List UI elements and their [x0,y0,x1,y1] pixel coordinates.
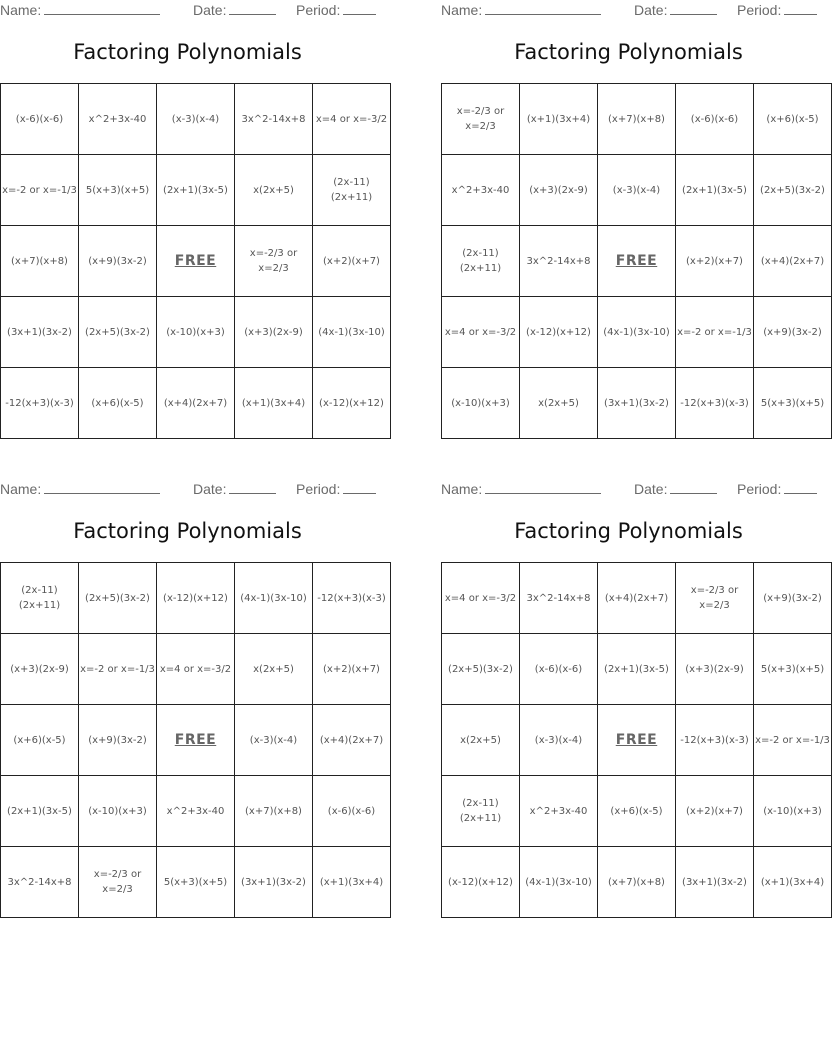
grid-cell: (x+1)(3x+4) [520,84,598,155]
grid-cell: (x+6)(x-5) [598,776,676,847]
grid-row [1,563,391,634]
date-label: Date: [193,2,227,18]
grid-cell: (x+1)(3x+4) [313,847,391,918]
student-info-header [0,481,375,499]
grid-cell: (2x+1)(3x-5) [1,776,79,847]
grid-row [442,563,832,634]
card-title: Factoring Polynomials [73,40,302,64]
name-label: Name: [0,2,42,18]
grid-cell: (x-6)(x-6) [676,84,754,155]
grid-cell: (2x+1)(3x-5) [676,155,754,226]
card-title: Factoring Polynomials [514,40,743,64]
date-field [193,2,276,18]
grid-row [442,847,832,918]
grid-cell: (x-6)(x-6) [520,634,598,705]
student-info-header [0,2,375,20]
grid-cell: (x+1)(3x+4) [754,847,832,918]
grid-cell: (2x-11)(2x+11) [442,226,520,297]
grid-cell: (2x+1)(3x-5) [598,634,676,705]
grid-cell: (x-6)(x-6) [313,776,391,847]
grid-cell: x=4 or x=-3/2 [442,563,520,634]
free-space-cell: FREE [598,226,676,297]
grid-cell: (x-3)(x-4) [520,705,598,776]
grid-cell: x=4 or x=-3/2 [313,84,391,155]
period-field [737,2,817,18]
grid-cell: (2x+5)(3x-2) [754,155,832,226]
grid-cell: x^2+3x-40 [520,776,598,847]
card-title: Factoring Polynomials [514,519,743,543]
grid-cell: (x+3)(2x-9) [235,297,313,368]
grid-cell: 5(x+3)(x+5) [754,368,832,439]
grid-cell: (2x-11)(2x+11) [313,155,391,226]
date-field [634,481,717,497]
grid-cell: 5(x+3)(x+5) [79,155,157,226]
grid-cell: (x-3)(x-4) [157,84,235,155]
name-field [0,2,160,18]
grid-cell: (x+6)(x-5) [1,705,79,776]
grid-cell: (3x+1)(3x-2) [235,847,313,918]
grid-cell: x^2+3x-40 [157,776,235,847]
grid-row [1,226,391,297]
grid-cell: (x+4)(2x+7) [598,563,676,634]
grid-cell: x(2x+5) [442,705,520,776]
grid-cell: 3x^2-14x+8 [520,226,598,297]
grid-cell: x=-2 or x=-1/3 [79,634,157,705]
date-blank-line [670,3,717,15]
grid-cell: (4x-1)(3x-10) [313,297,391,368]
grid-cell: (x-10)(x+3) [79,776,157,847]
grid-row [1,84,391,155]
grid-cell: (4x-1)(3x-10) [520,847,598,918]
name-field [0,481,160,497]
grid-cell: (x+4)(2x+7) [313,705,391,776]
student-info-header [441,2,816,20]
grid-row [1,847,391,918]
grid-cell: (x-10)(x+3) [442,368,520,439]
date-blank-line [670,482,717,494]
grid-cell: 5(x+3)(x+5) [754,634,832,705]
grid-cell: (x+2)(x+7) [313,634,391,705]
bingo-grid [0,562,391,918]
grid-row [1,155,391,226]
grid-cell: (x+4)(2x+7) [157,368,235,439]
grid-cell: (x+3)(2x-9) [1,634,79,705]
period-blank-line [784,3,817,15]
grid-cell: (x-12)(x+12) [157,563,235,634]
grid-cell: (2x-11)(2x+11) [1,563,79,634]
free-space-cell: FREE [157,226,235,297]
grid-cell: (x+3)(2x-9) [520,155,598,226]
grid-cell: (4x-1)(3x-10) [235,563,313,634]
grid-cell: (4x-1)(3x-10) [598,297,676,368]
grid-cell: (x-12)(x+12) [442,847,520,918]
date-blank-line [229,3,276,15]
period-blank-line [343,3,376,15]
grid-cell: x=-2/3 or x=2/3 [676,563,754,634]
grid-cell: -12(x+3)(x-3) [676,705,754,776]
date-label: Date: [193,481,227,497]
grid-cell: (x+7)(x+8) [235,776,313,847]
period-label: Period: [737,481,782,497]
date-field [193,481,276,497]
grid-cell: (3x+1)(3x-2) [676,847,754,918]
bingo-grid [441,83,832,439]
grid-cell: (x+3)(2x-9) [676,634,754,705]
name-blank-line [44,3,160,15]
grid-cell: x=-2 or x=-1/3 [754,705,832,776]
grid-cell: x=-2/3 or x=2/3 [442,84,520,155]
grid-cell: x=-2/3 or x=2/3 [79,847,157,918]
grid-cell: (x+9)(3x-2) [754,563,832,634]
grid-cell: -12(x+3)(x-3) [676,368,754,439]
grid-cell: (x+9)(3x-2) [79,226,157,297]
grid-cell: 3x^2-14x+8 [1,847,79,918]
grid-cell: (3x+1)(3x-2) [1,297,79,368]
grid-row [442,634,832,705]
grid-cell: (x+7)(x+8) [598,847,676,918]
grid-cell: x(2x+5) [520,368,598,439]
grid-row [1,705,391,776]
grid-cell: (x+6)(x-5) [754,84,832,155]
grid-cell: (2x+5)(3x-2) [79,563,157,634]
free-space-cell: FREE [157,705,235,776]
grid-cell: x^2+3x-40 [79,84,157,155]
grid-row [1,776,391,847]
grid-row [442,297,832,368]
name-label: Name: [0,481,42,497]
grid-cell: (x+6)(x-5) [79,368,157,439]
period-label: Period: [737,2,782,18]
name-blank-line [485,3,601,15]
grid-cell: (2x+1)(3x-5) [157,155,235,226]
date-label: Date: [634,2,668,18]
grid-cell: x(2x+5) [235,634,313,705]
bingo-grid [441,562,832,918]
grid-cell: 3x^2-14x+8 [235,84,313,155]
student-info-header [441,481,816,499]
grid-row [442,776,832,847]
name-field [441,481,601,497]
name-field [441,2,601,18]
grid-cell: (x+2)(x+7) [676,226,754,297]
grid-row [442,155,832,226]
grid-cell: (x-10)(x+3) [157,297,235,368]
period-label: Period: [296,2,341,18]
grid-cell: (x+9)(3x-2) [754,297,832,368]
grid-row [442,226,832,297]
grid-cell: -12(x+3)(x-3) [1,368,79,439]
grid-cell: x(2x+5) [235,155,313,226]
grid-cell: x=-2 or x=-1/3 [1,155,79,226]
period-field [296,2,376,18]
grid-cell: -12(x+3)(x-3) [313,563,391,634]
bingo-grid [0,83,391,439]
period-field [296,481,376,497]
grid-row [442,705,832,776]
grid-cell: (x+9)(3x-2) [79,705,157,776]
grid-cell: (x-12)(x+12) [313,368,391,439]
name-blank-line [44,482,160,494]
name-blank-line [485,482,601,494]
free-space-cell: FREE [598,705,676,776]
grid-cell: (x+7)(x+8) [598,84,676,155]
grid-cell: (x+7)(x+8) [1,226,79,297]
period-label: Period: [296,481,341,497]
grid-cell: (x+4)(2x+7) [754,226,832,297]
period-blank-line [784,482,817,494]
grid-cell: (x-10)(x+3) [754,776,832,847]
name-label: Name: [441,2,483,18]
period-blank-line [343,482,376,494]
date-field [634,2,717,18]
period-field [737,481,817,497]
grid-cell: (3x+1)(3x-2) [598,368,676,439]
grid-cell: (x-12)(x+12) [520,297,598,368]
grid-cell: (x+1)(3x+4) [235,368,313,439]
date-blank-line [229,482,276,494]
grid-cell: x=4 or x=-3/2 [157,634,235,705]
grid-cell: 3x^2-14x+8 [520,563,598,634]
grid-row [1,297,391,368]
grid-cell: (2x-11)(2x+11) [442,776,520,847]
grid-cell: (x+2)(x+7) [676,776,754,847]
grid-cell: x=-2 or x=-1/3 [676,297,754,368]
grid-row [1,634,391,705]
grid-cell: x^2+3x-40 [442,155,520,226]
name-label: Name: [441,481,483,497]
grid-cell: (x-3)(x-4) [235,705,313,776]
grid-cell: (x-3)(x-4) [598,155,676,226]
grid-row [1,368,391,439]
grid-row [442,84,832,155]
date-label: Date: [634,481,668,497]
grid-row [442,368,832,439]
grid-cell: (2x+5)(3x-2) [79,297,157,368]
grid-cell: (x-6)(x-6) [1,84,79,155]
grid-cell: x=-2/3 or x=2/3 [235,226,313,297]
grid-cell: 5(x+3)(x+5) [157,847,235,918]
grid-cell: (x+2)(x+7) [313,226,391,297]
grid-cell: (2x+5)(3x-2) [442,634,520,705]
card-title: Factoring Polynomials [73,519,302,543]
grid-cell: x=4 or x=-3/2 [442,297,520,368]
